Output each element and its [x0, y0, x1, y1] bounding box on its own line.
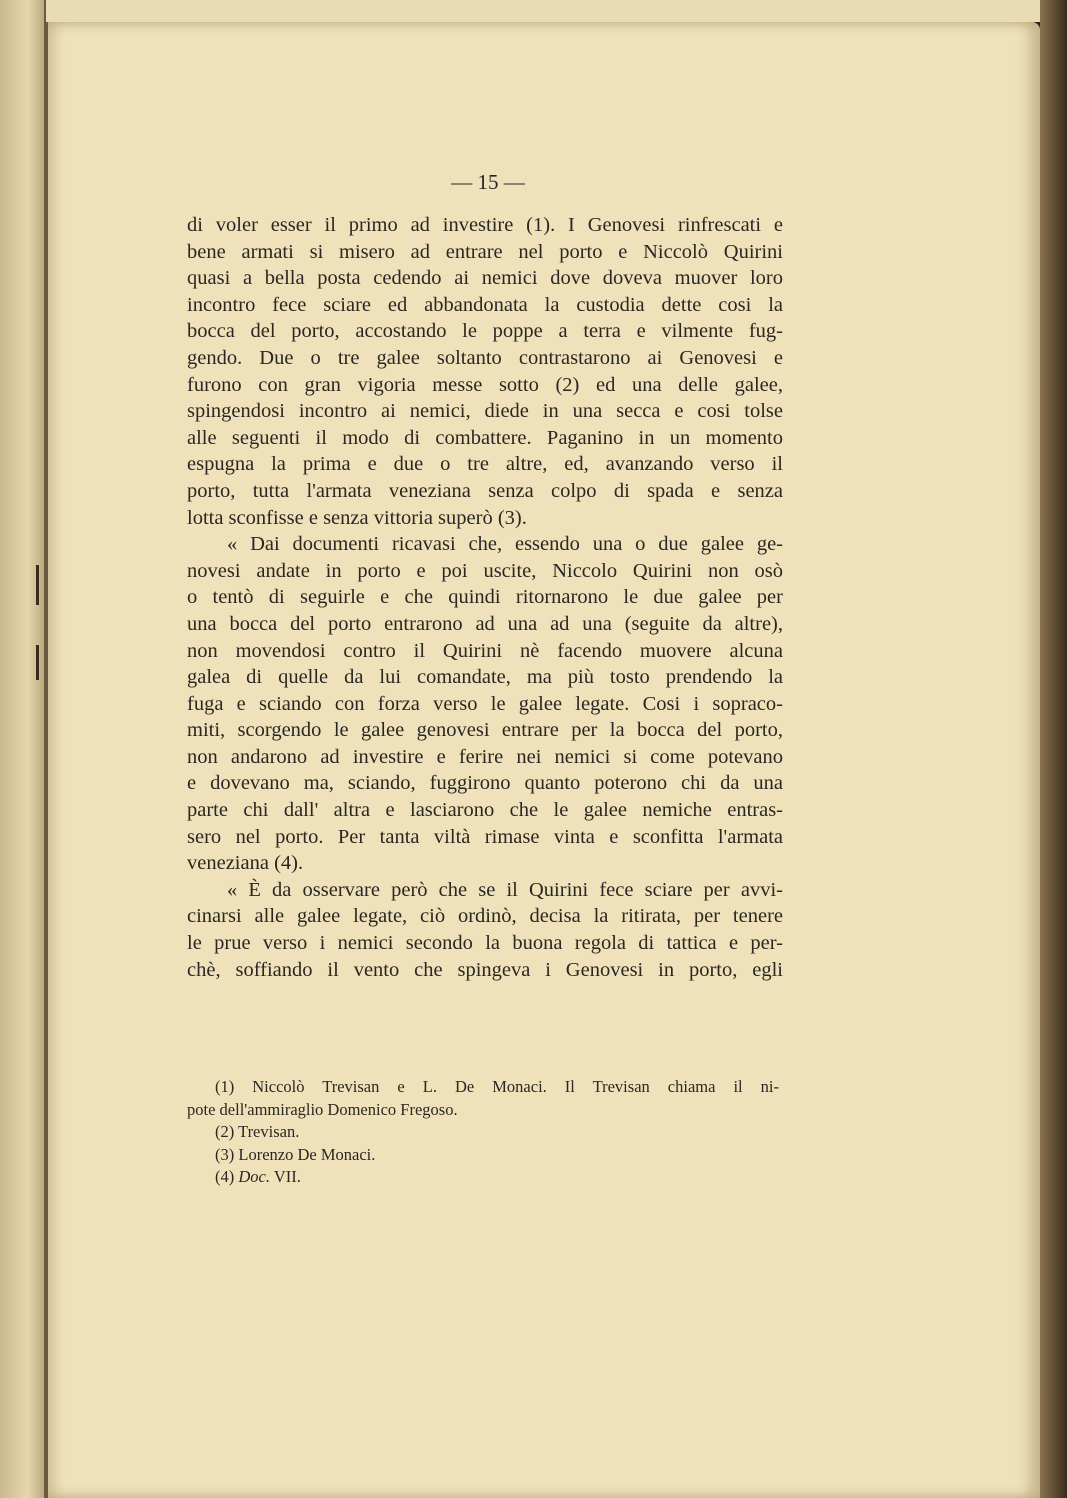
- text-line: gendo. Due o tre galee soltanto contrastarono ai Genovesi e: [187, 346, 783, 369]
- body-text: [187, 212, 783, 983]
- page-number: — 15 —: [451, 170, 525, 194]
- text-line: sero nel porto. Per tanta viltà rimase vinta e sconfitta l'armata: [187, 825, 783, 848]
- text-line: o tentò di seguirle e che quindi ritornarono le due galee per: [187, 586, 783, 609]
- text-line: porto, tutta l'armata veneziana senza colpo di spada e senza: [187, 479, 783, 502]
- text-line: espugna la prima e due o tre altre, ed, avanzando verso il: [187, 453, 783, 476]
- page-top-edge: [46, 0, 1046, 22]
- text-line: non movendosi contro il Quirini nè facendo muovere alcuna: [187, 639, 783, 662]
- text-line: veneziana (4).: [187, 852, 304, 875]
- page-right-edge: [1040, 0, 1067, 1498]
- text-line: chè, soffiando il vento che spingeva i Genovesi in porto, egli: [187, 958, 783, 981]
- text-line: « È da osservare però che se il Quirini fece sciare per avvi-: [227, 878, 783, 901]
- footnote-line: (2) Trevisan.: [215, 1122, 300, 1141]
- text-line: cinarsi alle galee legate, ciò ordinò, decisa la ritirata, per tenere: [187, 905, 783, 928]
- text-line: e dovevano ma, sciando, fuggirono quanto poterono chi da una: [187, 772, 783, 795]
- text-line: non andarono ad investire e ferire nei nemici si come potevano: [187, 745, 783, 768]
- footnote-line: pote dell'ammiraglio Domenico Fregoso.: [187, 1099, 458, 1119]
- text-line: bene armati si misero ad entrare nel porto e Niccolò Quirini: [187, 240, 783, 263]
- footnote-line: (1) Niccolò Trevisan e L. De Monaci. Il Trevisan chiama il ni-: [215, 1077, 779, 1096]
- text-line: bocca del porto, accostando le poppe a terra e vilmente fug-: [187, 320, 783, 343]
- text-line: le prue verso i nemici secondo la buona regola di tattica e per-: [187, 932, 783, 955]
- text-line: incontro fece sciare ed abbandonata la custodia dette cosi la: [187, 293, 783, 316]
- text-line: alle seguenti il modo di combattere. Paganino in un momento: [187, 426, 783, 449]
- text-line: spingendosi incontro ai nemici, diede in una secca e cosi tolse: [187, 400, 783, 423]
- text-line: « Dai documenti ricavasi che, essendo una o due galee ge-: [227, 533, 783, 556]
- text-line: miti, scorgendo le galee genovesi entrare per la bocca del porto,: [187, 719, 783, 742]
- text-line: quasi a bella posta cedendo ai nemici dove doveva muover loro: [187, 267, 783, 290]
- text-line: una bocca del porto entrarono ad una ad una (seguite da altre),: [187, 612, 783, 635]
- text-line: parte chi dall' altra e lasciarono che le galee nemiche entras-: [187, 799, 783, 822]
- text-line: fuga e sciando con forza verso le galee legate. Cosi i sopraco-: [187, 692, 783, 715]
- text-line: di voler esser il primo ad investire (1). I Genovesi rinfrescati e: [187, 214, 783, 236]
- text-line: galea di quelle da lui comandate, ma più tosto prendendo la: [187, 666, 783, 689]
- footnote-line: (3) Lorenzo De Monaci.: [215, 1144, 376, 1164]
- footnote-line: (4) Doc. VII.: [215, 1167, 301, 1186]
- text-line: lotta sconfisse e senza vittoria superò (3).: [187, 506, 527, 529]
- binding-mark: [36, 645, 39, 680]
- footnotes: [187, 1076, 779, 1189]
- text-line: novesi andate in porto e poi uscite, Niccolo Quirini non osò: [187, 559, 783, 582]
- previous-page-edge: [0, 0, 46, 1498]
- binding-mark: [36, 565, 39, 605]
- text-line: furono con gran vigoria messe sotto (2) ed una delle galee,: [187, 373, 783, 396]
